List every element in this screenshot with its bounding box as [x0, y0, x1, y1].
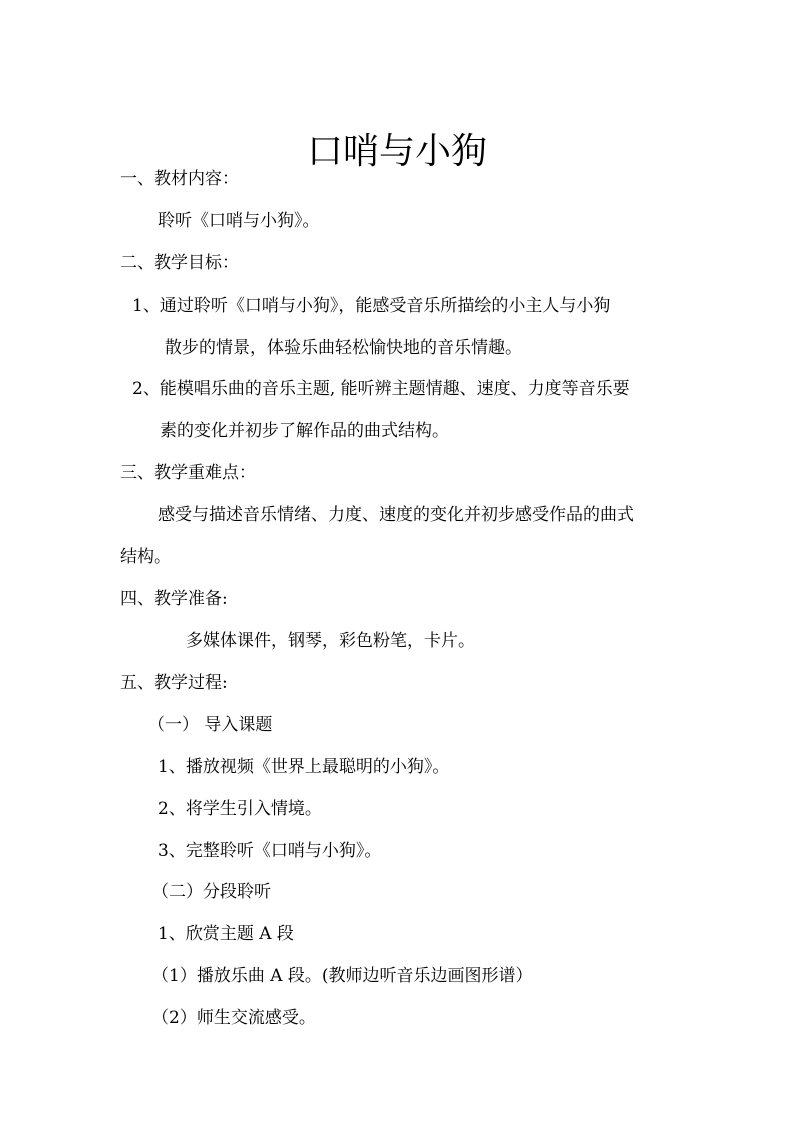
subsection-heading-intro: （一） 导入课题 [148, 715, 273, 735]
objective-1-line-2: 散步的情景，体验乐曲轻松愉快地的音乐情趣。 [165, 338, 522, 358]
section-heading-materials: 一、教材内容： [120, 169, 239, 189]
paragraph-preparation: 多媒体课件，钢琴，彩色粉笔，卡片。 [186, 631, 475, 651]
segment-step-1-2: （2）师生交流感受。 [152, 1008, 316, 1028]
section-heading-objectives: 二、教学目标： [120, 253, 239, 273]
segment-step-1: 1、欣赏主题 A 段 [158, 924, 294, 944]
section-heading-process: 五、教学过程: [120, 673, 228, 693]
section-heading-preparation: 四、教学准备: [120, 589, 228, 609]
document-title: 口哨与小狗 [306, 131, 487, 173]
paragraph-materials: 聆听《口哨与小狗》。 [158, 211, 320, 231]
subsection-heading-segments: （二）分段聆听 [152, 882, 271, 902]
objective-2-line-2: 素的变化并初步了解作品的曲式结构。 [160, 421, 449, 441]
section-heading-key-points: 三、教学重难点： [120, 463, 256, 483]
objective-2-line-1: 2、能模唱乐曲的音乐主题, 能听辨主题情趣、速度、力度等音乐要 [132, 379, 630, 399]
process-step-3: 3、完整聆听《口哨与小狗》。 [158, 841, 382, 861]
key-points-line-1: 感受与描述音乐情绪、力度、速度的变化并初步感受作品的曲式 [158, 505, 634, 525]
segment-step-1-1: （1）播放乐曲 A 段。(教师边听音乐边画图形谱） [152, 966, 533, 986]
key-points-line-2: 结构。 [120, 547, 171, 567]
objective-1-line-1: 1、通过聆听《口哨与小狗》，能感受音乐所描绘的小主人与小狗 [132, 296, 611, 316]
process-step-2: 2、将学生引入情境。 [158, 799, 322, 819]
process-step-1: 1、播放视频《世界上最聪明的小狗》。 [158, 757, 450, 777]
